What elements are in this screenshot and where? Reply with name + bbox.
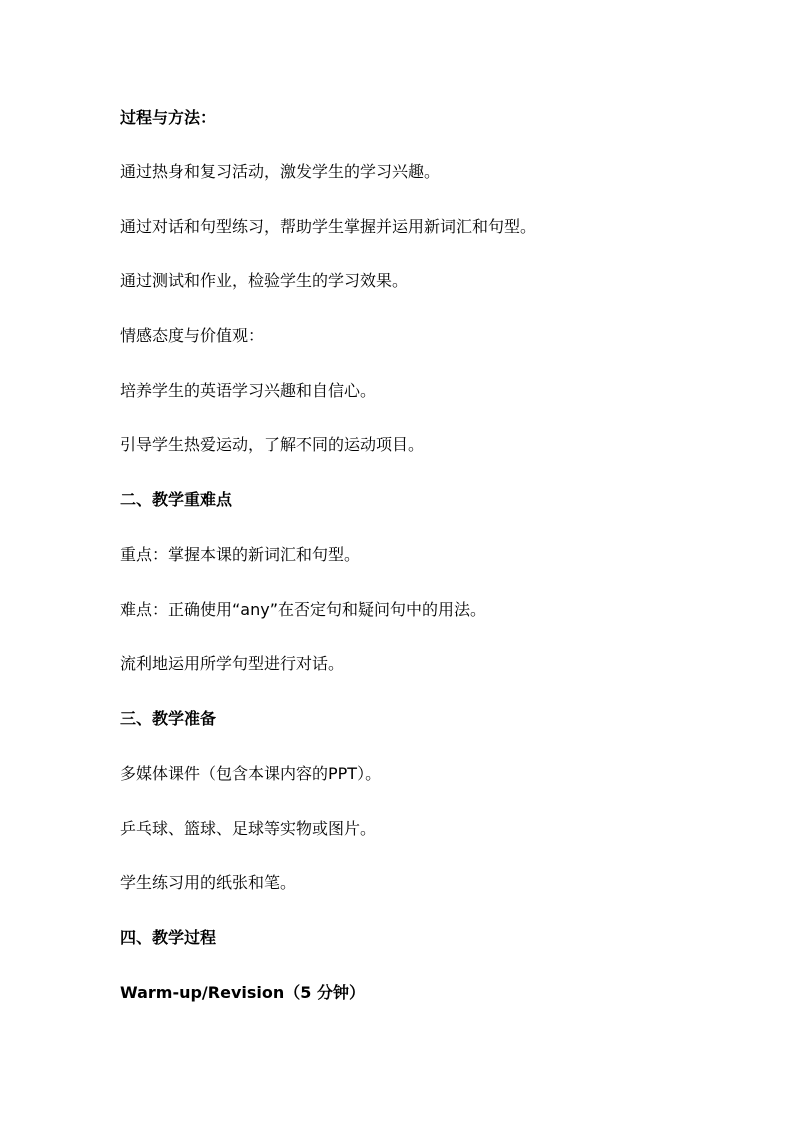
subheading-attitudes-values: 情感态度与价值观： xyxy=(120,326,265,345)
paragraph: 重点：掌握本课的新词汇和句型。 xyxy=(120,545,361,564)
section-heading-teaching-process: 四、教学过程 xyxy=(120,928,217,947)
paragraph: 通过对话和句型练习，帮助学生掌握并运用新词汇和句型。 xyxy=(120,217,537,236)
paragraph: 引导学生热爱运动，了解不同的运动项目。 xyxy=(120,435,425,454)
paragraph: 通过测试和作业，检验学生的学习效果。 xyxy=(120,271,409,290)
section-heading-key-points: 二、教学重难点 xyxy=(120,490,233,509)
paragraph: 培养学生的英语学习兴趣和自信心。 xyxy=(120,381,377,400)
paragraph: 学生练习用的纸张和笔。 xyxy=(120,873,297,892)
subheading-warm-up: Warm-up/Revision（5 分钟） xyxy=(120,983,365,1002)
section-heading-preparation: 三、教学准备 xyxy=(120,709,217,728)
paragraph: 流利地运用所学句型进行对话。 xyxy=(120,654,345,673)
subheading-process-methods: 过程与方法： xyxy=(120,108,217,127)
paragraph: 乒乓球、篮球、足球等实物或图片。 xyxy=(120,819,377,838)
paragraph: 通过热身和复习活动，激发学生的学习兴趣。 xyxy=(120,162,441,181)
paragraph: 多媒体课件（包含本课内容的PPT）。 xyxy=(120,764,382,783)
paragraph: 难点：正确使用“any”在否定句和疑问句中的用法。 xyxy=(120,600,486,619)
